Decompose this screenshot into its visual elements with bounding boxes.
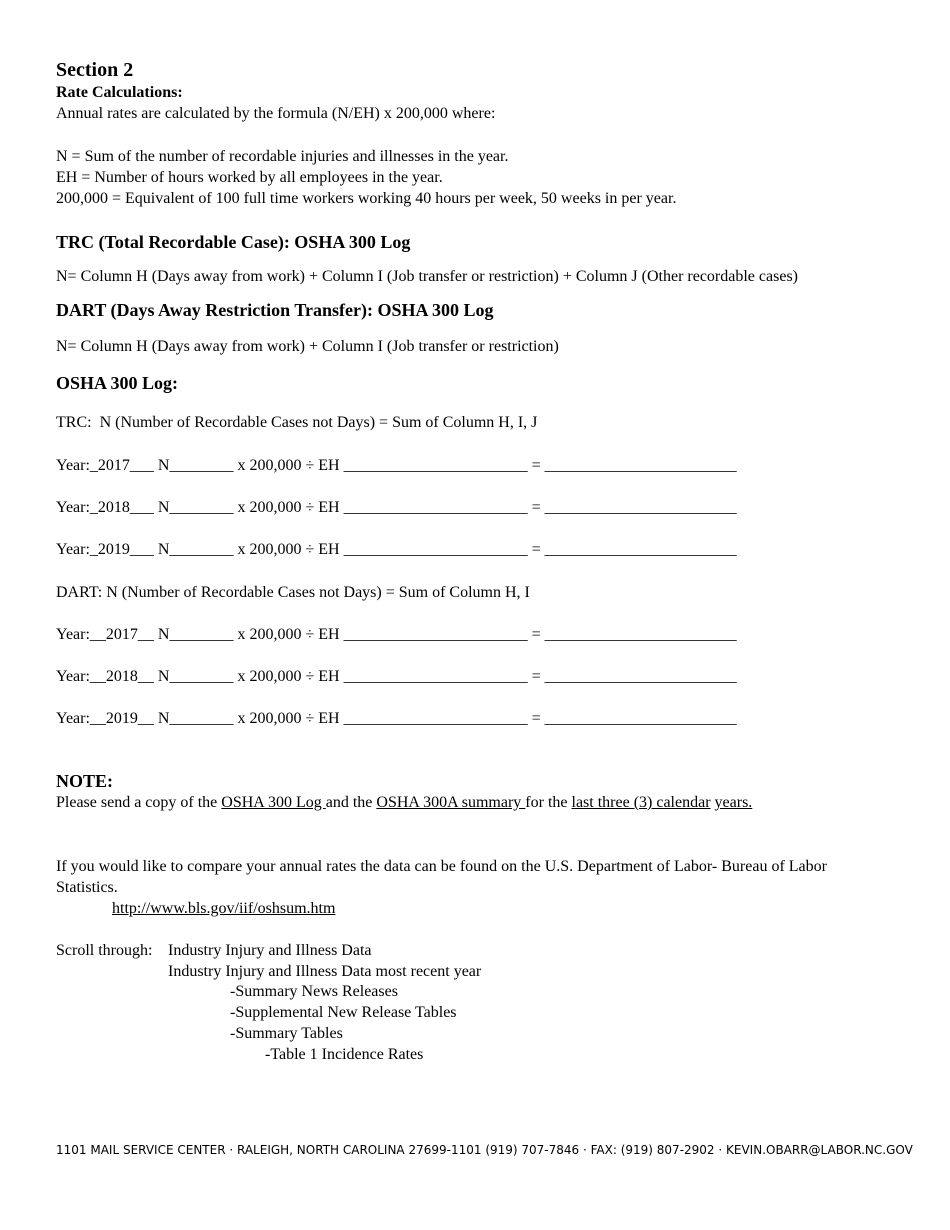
trc-row-2019: Year:_2019___ N________ x 200,000 ÷ EH _______________________ = ________________________: [56, 541, 737, 558]
osha-300a-summary-link: OSHA 300A summary: [376, 794, 526, 811]
dart-row-2018: Year:__2018__ N________ x 200,000 ÷ EH _______________________ = ________________________: [56, 668, 737, 685]
trc-heading: TRC (Total Recordable Case): OSHA 300 Log: [56, 232, 411, 252]
years-text: years.: [714, 794, 753, 811]
note-text: [56, 793, 752, 813]
trc-log-label: TRC: N (Number of Recordable Cases not Days) = Sum of Column H, I, J: [56, 414, 538, 431]
page-footer: 1101 MAIL SERVICE CENTER · RALEIGH, NORTH CAROLINA 27699-1101 (919) 707-7846 · FAX: (919) 807-2902 · KEVIN.OBARR@LABOR.NC.GOV: [56, 1143, 913, 1157]
definition-200000: 200,000 = Equivalent of 100 full time workers working 40 hours per week, 50 weeks in per year.: [56, 190, 677, 207]
note-text-part: and the: [325, 794, 377, 811]
note-heading: NOTE:: [56, 771, 114, 791]
scroll-item: -Table 1 Incidence Rates: [265, 1046, 424, 1063]
note-text-part: Please send a copy of the: [56, 794, 222, 811]
last-three-calendar-text: last three (3) calendar: [571, 794, 711, 811]
bls-url-link[interactable]: [112, 899, 335, 919]
dart-log-label: DART: N (Number of Recordable Cases not Days) = Sum of Column H, I: [56, 584, 530, 601]
dart-formula: N= Column H (Days away from work) + Column I (Job transfer or restriction): [56, 338, 559, 355]
scroll-item: -Summary News Releases: [230, 983, 398, 1000]
note-text-part: for the: [525, 794, 572, 811]
bls-url-text[interactable]: http://www.bls.gov/iif/oshsum.htm: [112, 900, 336, 917]
dart-heading: DART (Days Away Restriction Transfer): OSHA 300 Log: [56, 300, 494, 320]
trc-formula: N= Column H (Days away from work) + Column I (Job transfer or restriction) + Column J (Other recordable cases): [56, 268, 798, 285]
section-title: Section 2: [56, 59, 134, 81]
scroll-item: -Supplemental New Release Tables: [230, 1004, 457, 1021]
osha-300-log-link: OSHA 300 Log: [221, 794, 326, 811]
compare-text-line1: If you would like to compare your annual rates the data can be found on the U.S. Department of Labor- Bureau of Labor: [56, 858, 827, 875]
compare-text-line2: Statistics.: [56, 879, 118, 896]
trc-row-2017: Year:_2017___ N________ x 200,000 ÷ EH _______________________ = ________________________: [56, 457, 737, 474]
definition-eh: EH = Number of hours worked by all employees in the year.: [56, 169, 443, 186]
dart-row-2019: Year:__2019__ N________ x 200,000 ÷ EH _______________________ = ________________________: [56, 710, 737, 727]
definition-n: N = Sum of the number of recordable injuries and illnesses in the year.: [56, 148, 509, 165]
scroll-through-label: Scroll through:: [56, 942, 153, 959]
scroll-item: -Summary Tables: [230, 1025, 343, 1042]
rate-formula: Annual rates are calculated by the formula (N/EH) x 200,000 where:: [56, 105, 496, 122]
osha-log-heading: OSHA 300 Log:: [56, 373, 179, 393]
rate-calculations-heading: Rate Calculations:: [56, 84, 183, 101]
scroll-item: Industry Injury and Illness Data: [168, 942, 372, 959]
trc-row-2018: Year:_2018___ N________ x 200,000 ÷ EH _______________________ = ________________________: [56, 499, 737, 516]
dart-row-2017: Year:__2017__ N________ x 200,000 ÷ EH _______________________ = ________________________: [56, 626, 737, 643]
scroll-item: Industry Injury and Illness Data most recent year: [168, 963, 482, 980]
